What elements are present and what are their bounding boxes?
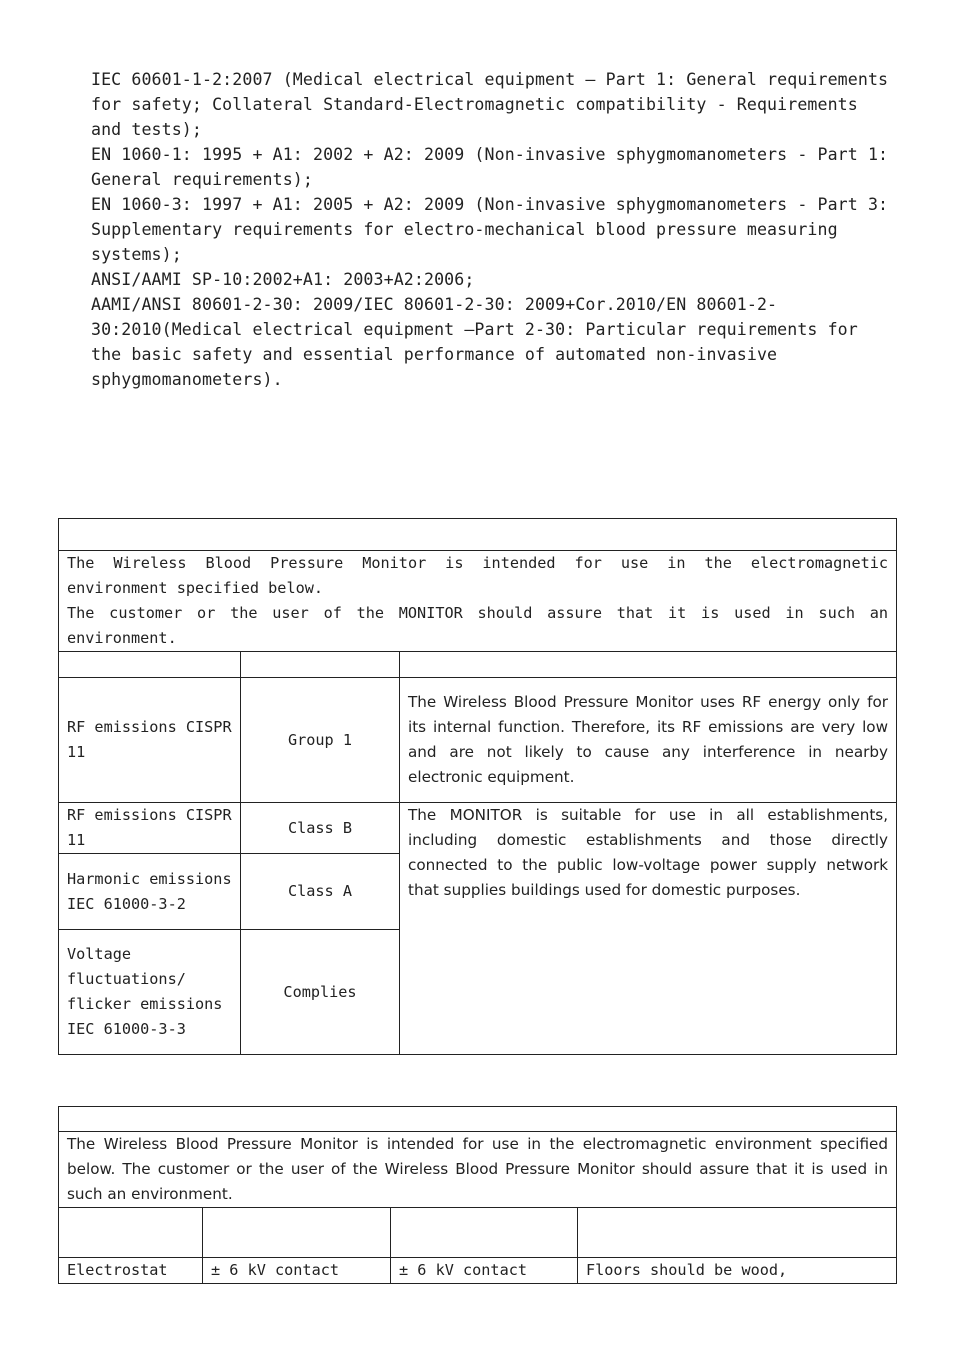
test-cell: Voltage fluctuations/ flicker emissions IEC 61000-3-3: [59, 930, 241, 1055]
test-level-cell: ± 6 kV contact: [203, 1258, 391, 1284]
guidance-cell: The MONITOR is suitable for use in all establishments, including domestic establishments and those directly connected to the public low-voltage power supply network that supplies buildings used for domestic purposes.: [400, 803, 897, 1055]
standard-item: ANSI/AAMI SP-10:2002+A1: 2003+A2:2006;: [91, 270, 475, 289]
standard-item: EN 1060-1: 1995 + A1: 2002 + A2: 2009 (Non-invasive sphygmomanometers - Part 1: General requirements);: [91, 145, 899, 189]
test-cell: RF emissions CISPR 11: [59, 803, 241, 854]
compliance-cell: Group 1: [241, 678, 400, 803]
table-title-cell: [59, 1107, 897, 1132]
test-cell: Electrostat: [59, 1258, 203, 1284]
guidance-cell: Floors should be wood,: [578, 1258, 897, 1284]
header-cell: [59, 652, 241, 678]
compliance-level-cell: ± 6 kV contact: [391, 1258, 578, 1284]
compliance-cell: Class A: [241, 854, 400, 930]
table-row: [59, 678, 897, 803]
table-title-cell: [59, 519, 897, 551]
standards-list: [91, 67, 899, 392]
table-row: [59, 1258, 897, 1284]
emissions-intro-line2: The customer or the user of the MONITOR should assure that it is used in such an environment.: [67, 604, 889, 647]
header-cell: [391, 1208, 578, 1258]
standard-item: IEC 60601-1-2:2007 (Medical electrical equipment – Part 1: General requirements for safety; Collateral Standard-Electromagnetic compatibility - Requirements and tests);: [91, 70, 899, 139]
emissions-table: [58, 518, 897, 1055]
header-cell: [203, 1208, 391, 1258]
header-cell: [59, 1208, 203, 1258]
standard-item: AAMI/ANSI 80601-2-30: 2009/IEC 80601-2-30: 2009+Cor.2010/EN 80601-2-30:2010(Medical electrical equipment –Part 2-30: Particular requirements for the basic safety and essential performance of automated non-invasive sphygmomanometers).: [91, 295, 868, 389]
immunity-intro: The Wireless Blood Pressure Monitor is intended for use in the electromagnetic environment specified below. The customer or the user of the Wireless Blood Pressure Monitor should assure that it is used in such an environment.: [59, 1132, 897, 1208]
compliance-cell: Complies: [241, 930, 400, 1055]
emissions-intro: [59, 551, 897, 652]
test-cell: Harmonic emissions IEC 61000-3-2: [59, 854, 241, 930]
immunity-table: [58, 1106, 897, 1284]
guidance-cell: The Wireless Blood Pressure Monitor uses RF energy only for its internal function. Therefore, its RF emissions are very low and are not likely to cause any interference in nearby electronic equipment.: [400, 678, 897, 803]
table-row: [59, 803, 897, 854]
compliance-cell: Class B: [241, 803, 400, 854]
header-cell: [241, 652, 400, 678]
test-cell: RF emissions CISPR 11: [59, 678, 241, 803]
header-cell: [578, 1208, 897, 1258]
emissions-intro-line1: The Wireless Blood Pressure Monitor is intended for use in the electromagnetic environment specified below.: [67, 554, 889, 597]
standard-item: EN 1060-3: 1997 + A1: 2005 + A2: 2009 (Non-invasive sphygmomanometers - Part 3: Supplementary requirements for electro-mechanical blood pressure measuring systems);: [91, 195, 899, 264]
header-cell: [400, 652, 897, 678]
